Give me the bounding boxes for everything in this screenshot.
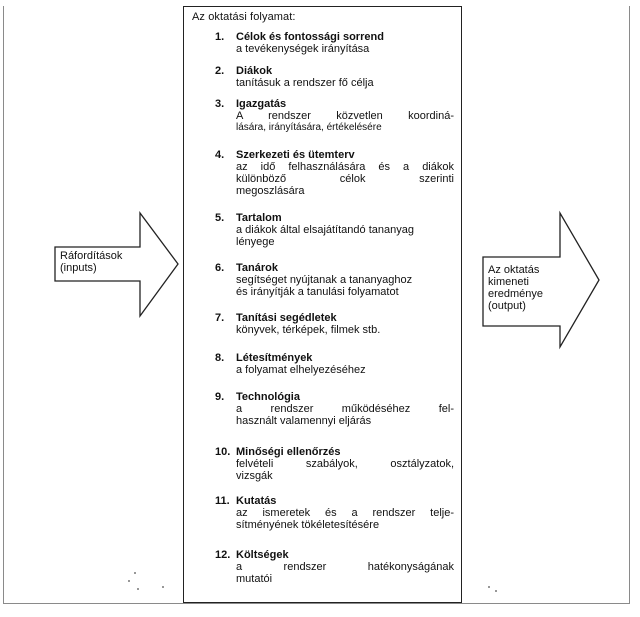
step-description xyxy=(236,364,454,376)
step-number: 1. xyxy=(215,31,225,43)
step-number: 10. xyxy=(215,446,231,458)
step-number: 6. xyxy=(215,262,225,274)
step-title: Költségek xyxy=(236,549,289,561)
step-description xyxy=(236,324,454,336)
step-description-line: tanításuk a rendszer fő célja xyxy=(236,77,374,89)
output-arrow-line-2: kimeneti xyxy=(488,276,529,288)
step-title: Tanárok xyxy=(236,262,278,274)
step-title: Diákok xyxy=(236,65,273,77)
step-description-line: mutatói xyxy=(236,573,273,585)
output-arrow-label xyxy=(488,264,543,312)
step-title: Létesítmények xyxy=(236,352,313,364)
step-description-line: az ismeretek és a rendszer telje- xyxy=(236,507,454,519)
step-description-line: A rendszer közvetlen koordiná- xyxy=(236,110,454,122)
scan-frame-right xyxy=(629,6,630,603)
step-description-line: az idő felhasználására és a diákok xyxy=(236,161,454,173)
input-arrow-line-2: (inputs) xyxy=(60,262,97,274)
step-title: Tanítási segédletek xyxy=(236,312,337,324)
step-title: Igazgatás xyxy=(236,98,287,110)
step-description xyxy=(236,561,454,585)
input-arrow-line-1: Ráfordítások xyxy=(60,250,123,262)
step-description xyxy=(236,161,454,197)
step-description-line: különböző célok szerinti xyxy=(236,173,454,185)
step-description-line: lására, irányítására, értékelésére xyxy=(236,122,382,133)
step-description xyxy=(236,274,454,298)
step-description-line: lényege xyxy=(236,236,275,248)
step-description xyxy=(236,458,454,482)
step-number: 5. xyxy=(215,212,225,224)
step-description-line: a rendszer működéséhez fel- xyxy=(236,403,454,415)
process-title: Az oktatási folyamat: xyxy=(192,11,296,23)
step-title: Tartalom xyxy=(236,212,282,224)
step-number: 9. xyxy=(215,391,225,403)
step-description xyxy=(236,110,454,134)
scan-speck xyxy=(128,580,130,582)
step-description xyxy=(236,507,454,531)
step-description-line: a diákok által elsajátítandó tananyag xyxy=(236,224,414,236)
step-title: Célok és fontossági sorrend xyxy=(236,31,384,43)
step-description-line: könyvek, térképek, filmek stb. xyxy=(236,324,381,336)
step-title: Technológia xyxy=(236,391,300,403)
step-description-line: és irányítják a tanulási folyamatot xyxy=(236,286,399,298)
scan-speck xyxy=(495,590,497,592)
step-description xyxy=(236,224,454,248)
step-description-line: sítményének tökéletesítésére xyxy=(236,519,380,531)
step-title: Minőségi ellenőrzés xyxy=(236,446,341,458)
step-number: 12. xyxy=(215,549,231,561)
scan-speck xyxy=(137,588,139,590)
step-description-line: a folyamat elhelyezéséhez xyxy=(236,364,366,376)
scan-frame-left xyxy=(3,6,4,603)
output-arrow-line-4: (output) xyxy=(488,300,526,312)
step-description-line: használt valamennyi eljárás xyxy=(236,415,372,427)
step-description xyxy=(236,403,454,427)
step-description-line: vizsgák xyxy=(236,470,273,482)
step-description-line: a tevékenységek irányítása xyxy=(236,43,370,55)
input-arrow-label xyxy=(60,250,122,274)
step-number: 11. xyxy=(215,495,230,507)
output-arrow-line-1: Az oktatás xyxy=(488,264,540,276)
step-number: 7. xyxy=(215,312,225,324)
output-arrow-line-3: eredménye xyxy=(488,288,544,300)
step-number: 8. xyxy=(215,352,225,364)
step-description xyxy=(236,43,454,55)
process-box xyxy=(183,6,462,603)
step-number: 4. xyxy=(215,149,225,161)
step-description-line: felvételi szabályok, osztályzatok, xyxy=(236,458,454,470)
scan-speck xyxy=(162,586,164,588)
step-description-line: a rendszer hatékonyságának xyxy=(236,561,454,573)
scan-frame-bottom xyxy=(3,603,630,604)
step-title: Kutatás xyxy=(236,495,277,507)
step-description-line: megoszlására xyxy=(236,185,305,197)
step-number: 2. xyxy=(215,65,225,77)
step-title: Szerkezeti és ütemterv xyxy=(236,149,355,161)
step-description xyxy=(236,77,454,89)
scan-speck xyxy=(134,572,136,574)
step-number: 3. xyxy=(215,98,225,110)
scan-speck xyxy=(488,586,490,588)
step-description-line: segítséget nyújtanak a tananyaghoz xyxy=(236,274,413,286)
